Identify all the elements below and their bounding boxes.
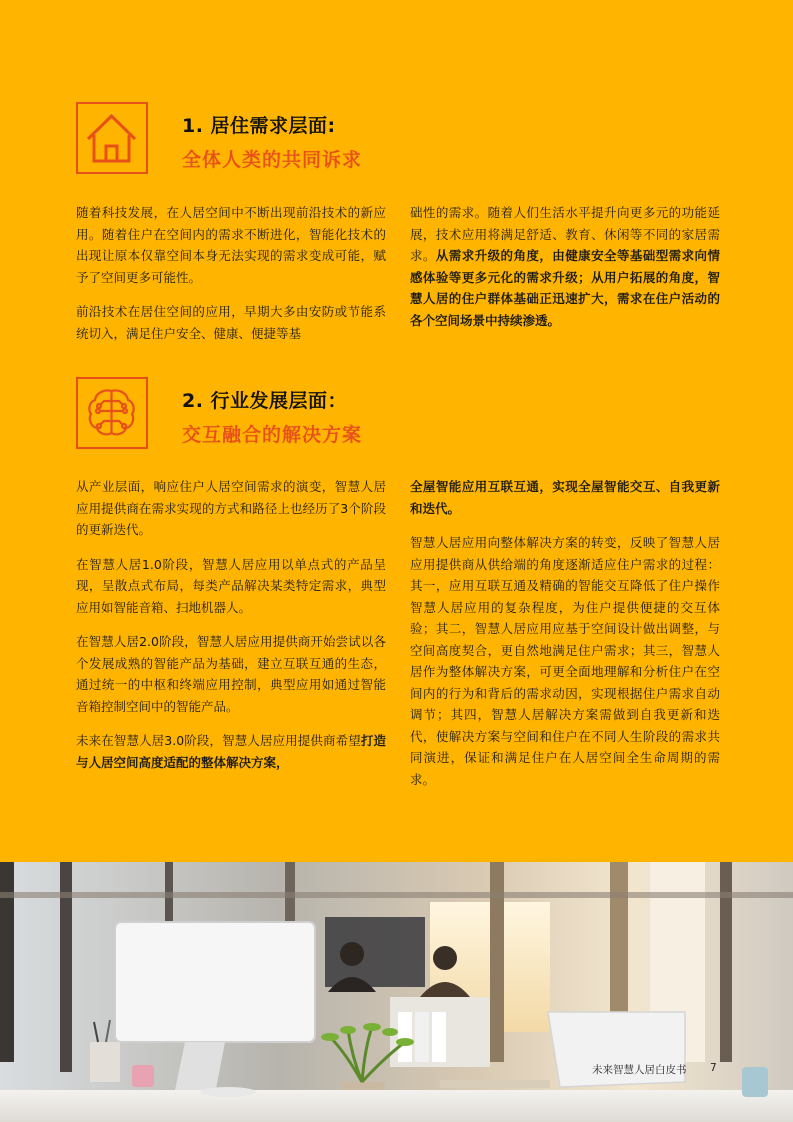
page-number: 7	[710, 1062, 717, 1074]
paragraph-emphasis: 全屋智能应用互联互通，实现全屋智能交互、自我更新和迭代。	[410, 479, 720, 516]
section2-right-column	[410, 476, 720, 803]
house-icon	[78, 104, 145, 171]
paragraph: 随着科技发展，在人居空间中不断出现前沿技术的新应用。随着住户在空间内的需求不断进化，智能化技术的出现让原本仅靠空间本身无法实现的需求变成可能，赋予了空间更多可能性。	[76, 205, 386, 285]
paragraph: 在智慧人居1.0阶段，智慧人居应用以单点式的产品呈现，呈散点式布局，每类产品解决某类特定需求，典型应用如智能音箱、扫地机器人。	[76, 556, 386, 615]
paragraph: 智慧人居应用向整体解决方案的转变，反映了智慧人居应用提供商从供给端的角度逐渐适应住户需求的过程：其一，应用互联互通及精确的智能交互降低了住户操作智慧人居应用的复杂程度，为住户提供便捷的交互体验；其二，智慧人居应用应基于空间设计做出调整，与空间高度契合，更自然地满足住户需求；其三，智慧人居作为整体解决方案，可更全面地理解和分析住户在空间内的行为和背后的需求动因，实现根据住户需求自动调节；其四，智慧人居解决方案需做到自我更新和迭代，使解决方案与空间和住户在不同人生阶段的需求共同演进，保证和满足住户在人居空间全生命周期的需求。	[410, 535, 720, 787]
paragraph: 前沿技术在居住空间的应用，早期大多由安防或节能系统切入，满足住户安全、健康、便捷等基	[76, 304, 386, 341]
paragraph-text: 未来在智慧人居3.0阶段，智慧人居应用提供商希望	[76, 733, 361, 748]
paragraph	[76, 730, 386, 773]
house-icon-frame	[76, 102, 148, 174]
paragraph-emphasis: 从需求升级的角度，由健康安全等基础型需求向情感体验等更多元化的需求升级；从用户拓展的角度，智慧人居的住户群体基础正迅速扩大，需求在住户活动的各个空间场景中持续渗透。	[410, 248, 720, 328]
section1-subtitle: 全体人类的共同诉求	[182, 149, 363, 171]
section2-subtitle: 交互融合的解决方案	[182, 424, 363, 446]
section2-left-column	[76, 476, 386, 786]
paragraph-text: 础性的需求。随着人们生活水平提升向更多元的功能延展，技术应用将满足舒适、教育、休闲等不同的家居需求。	[410, 205, 720, 263]
section1-left-column	[76, 202, 386, 357]
section1-title: 1. 居住需求层面:	[182, 115, 336, 137]
paragraph-emphasis: 打造与人居空间高度适配的整体解决方案，	[76, 733, 386, 770]
section2-title: 2. 行业发展层面：	[182, 390, 348, 412]
office-photo	[0, 862, 793, 1122]
section1-right-column	[410, 202, 720, 344]
brain-icon-frame	[76, 377, 148, 449]
footer-doc-title: 未来智慧人居白皮书	[592, 1064, 687, 1076]
paragraph: 从产业层面，响应住户人居空间需求的演变，智慧人居应用提供商在需求实现的方式和路径上也经历了3个阶段的更新迭代。	[76, 479, 386, 537]
paragraph: 在智慧人居2.0阶段，智慧人居应用提供商开始尝试以各个发展成熟的智能产品为基础，建立互联互通的生态，通过统一的中枢和终端应用控制，典型应用如通过智能音箱控制空间中的智能产品。	[76, 634, 386, 714]
paragraph	[410, 202, 720, 331]
brain-circuit-icon	[78, 379, 145, 446]
office-scene-illustration	[0, 862, 793, 1122]
